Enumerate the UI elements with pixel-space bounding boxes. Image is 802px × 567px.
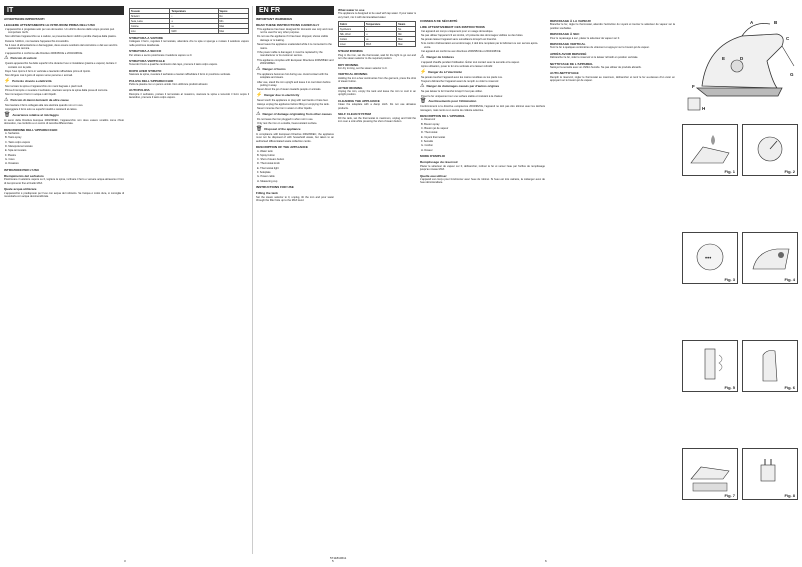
list-item: F. Soleplate bbox=[257, 171, 271, 175]
list-item: Ne pas laisser le fer branché lorsqu'il n'est pas utilisé. bbox=[421, 90, 483, 94]
recycle-bin-icon: 🗑 bbox=[256, 125, 263, 132]
it-after-text: Staccare la spina, svuotare il serbatoio e lasciar raffreddare il ferro in posizione verticale. bbox=[129, 73, 231, 77]
electric-hazard-icon: ⚡ bbox=[420, 68, 427, 75]
svg-text:•••: ••• bbox=[705, 256, 712, 262]
fr-dry-heading: REPASSAGE À SEC bbox=[550, 32, 580, 37]
table-header: Vapore bbox=[218, 9, 249, 14]
it-steam-heading: STIRATURA A VAPORE bbox=[129, 36, 164, 40]
callout-letter: D bbox=[740, 56, 744, 61]
en-fill-heading: Filling the tank bbox=[256, 191, 278, 196]
italian-column-2 bbox=[129, 6, 249, 101]
it-fire-heading: Pericolo di danni derivanti da altre cause bbox=[10, 97, 69, 102]
iron-overview-illustration bbox=[682, 6, 798, 116]
table-cell: Lino bbox=[130, 29, 170, 34]
list-item: H. Measuring cup bbox=[257, 179, 278, 183]
page-number-en: 5 bbox=[332, 559, 334, 563]
list-item: Dopo l'uso riporre il ferro in verticale e lasciarlo raffreddare prima di riporlo. bbox=[5, 70, 91, 74]
list-item: G. Cavo bbox=[5, 157, 15, 161]
fr-steam-heading: REPASSAGE À LA VAPEUR bbox=[550, 19, 591, 23]
list-item: D. Thermostat bbox=[421, 131, 438, 135]
list-item: Do not leave the iron plugged in when not in use. bbox=[257, 117, 314, 121]
table-cell: • bbox=[170, 14, 218, 19]
self-clean-icon bbox=[683, 449, 737, 499]
figure-8 bbox=[742, 448, 798, 500]
fr-self-heading: AUTO-NETTOYAGE bbox=[550, 71, 579, 76]
table-cell: Max bbox=[397, 37, 416, 42]
other-danger-warning bbox=[4, 98, 124, 103]
list-item: Poser le fer uniquement sur une surface stable et résistant à la chaleur. bbox=[421, 94, 503, 98]
fr-fire-heading: Danger de dommages causés par d'autres origines bbox=[426, 84, 500, 89]
list-item: Cet appareil est conçu uniquement pour un usage domestique. bbox=[421, 29, 494, 33]
electricity-warning bbox=[256, 93, 334, 98]
it-elec-heading: Pericolo dovuto a elettricità bbox=[12, 78, 52, 83]
en-after-text: Unplug the iron, empty the tank and leave the iron to cool in an upright position. bbox=[338, 89, 416, 97]
list-item: E. Thermostat light bbox=[257, 166, 279, 170]
burn-warning bbox=[4, 56, 124, 61]
figure-2 bbox=[742, 124, 798, 176]
list-item: L'apparecchio è progettato solo per uso domestico. Un utilizzo diverso dallo scopo previsto può comportare rischi. bbox=[5, 27, 115, 35]
figure-label: Fig. 7 bbox=[724, 493, 735, 498]
list-item: B. Tasto spray bbox=[5, 136, 22, 140]
fr-warnings-heading: CONSEILS DE SÉCURITÉ bbox=[420, 19, 458, 23]
list-item: Durante l'utilizzo, non lasciare l'apparecchio incustodito. bbox=[5, 39, 70, 43]
table-header: Temperatura bbox=[170, 9, 218, 14]
list-item: B. Spray button bbox=[257, 153, 275, 157]
list-item: F. Piastra bbox=[5, 153, 16, 157]
warning-triangle-icon: ⚠ bbox=[420, 53, 425, 60]
en-warnings-heading: IMPORTANT WARNINGS bbox=[256, 17, 293, 21]
callout-letter: G bbox=[790, 72, 794, 77]
table-row bbox=[130, 29, 249, 34]
table-row bbox=[339, 42, 416, 47]
page-number-fr: 6 bbox=[545, 559, 547, 563]
figure-label: Fig. 8 bbox=[784, 493, 795, 498]
table-cell: Synthetics bbox=[339, 27, 365, 32]
list-item: Never touch the appliance or plug with wet hands or bare feet. bbox=[257, 98, 329, 102]
it-vert-text: Tenendo il ferro a qualche centimetro dal capo, premere il tasto colpo vapore. bbox=[129, 63, 218, 67]
it-dry-text: Per stirare a secco posizionare il selettore vapore su 0. bbox=[129, 53, 193, 57]
page-divider bbox=[252, 6, 253, 554]
other-danger-warning bbox=[256, 112, 334, 117]
list-item: The appliance becomes hot during use. Avoid contact with the soleplate and steam. bbox=[257, 72, 329, 80]
fabric-table-it bbox=[129, 8, 249, 34]
list-item: C. Shot of steam button bbox=[257, 158, 285, 162]
list-item: Si le cordon d'alimentation est endommagé, il doit être remplacé par le fabricant ou son service après-vente. bbox=[421, 42, 539, 49]
table-cell: ••• bbox=[365, 37, 397, 42]
en-self-text: Fill the tank, set the thermostat to maximum, unplug and hold the iron over a sink while pressing the shot of steam button. bbox=[338, 116, 416, 124]
list-item: This appliance complies with European Directives 2006/95/EC and 2004/108/EC. bbox=[257, 58, 334, 66]
fr-after-text: Débrancher le fer, vider le réservoir et le laisser refroidir en position verticale. bbox=[550, 56, 639, 60]
figure-label: Fig. 6 bbox=[784, 385, 795, 390]
disposal-warning bbox=[4, 113, 124, 118]
list-item: Always unplug the appliance before filling or emptying the tank. bbox=[257, 103, 330, 107]
list-item: D. Manopola termostato bbox=[5, 144, 33, 148]
recycle-bin-icon: 🗑 bbox=[4, 111, 11, 118]
list-item: D. Thermostat knob bbox=[257, 162, 280, 166]
list-item: Se il cavo di alimentazione è danneggiato, deve essere sostituito dal costruttore o dal suo servizio assistenza tecnica. bbox=[5, 43, 118, 51]
table-header: Tessuto bbox=[130, 9, 170, 14]
fr-read-heading: LIRE ATTENTIVEMENT CES INSTRUCTIONS bbox=[420, 25, 485, 30]
french-column-1 bbox=[420, 17, 545, 186]
table-cell: No bbox=[218, 14, 249, 19]
list-item: Never direct the jet of steam towards people or animals. bbox=[257, 88, 322, 92]
warning-triangle-icon: ⚠ bbox=[256, 110, 261, 117]
it-desc-heading: DESCRIZIONE DELL'APPARECCHIO bbox=[4, 127, 58, 132]
fr-steam-text: Brancher le fer, régler le thermostat, attendre l'extinction du voyant et tourner le sélecteur de vapeur sur la position souhaitée. bbox=[550, 23, 675, 30]
list-item: F. Semelle bbox=[421, 139, 434, 143]
fr-water-text: L'appareil est conçu pour fonctionner avec l'eau du robinet. Si l'eau est très calcaire, la mélanger avec de l'eau déminéralisée. bbox=[420, 177, 545, 185]
figure-label: Fig. 2 bbox=[784, 169, 795, 174]
list-item: After use, stand the iron upright and leave it to cool down before putting it away. bbox=[257, 80, 331, 88]
fr-burn-heading: Danger de brûlures bbox=[426, 54, 454, 59]
burn-warning bbox=[420, 55, 545, 60]
fr-vert-text: Tenir le fer à quelques centimètres du vêtement et appuyer sur le bouton jet de vapeur. bbox=[550, 46, 650, 50]
it-clean-text: Pulire la piastra con un panno umido. Non utilizzare prodotti abrasivi. bbox=[129, 82, 209, 86]
figure-7 bbox=[682, 448, 738, 500]
list-item: Non utilizzare l'apparecchio se è caduto, se presenta danni visibili o perdite d'acqua dalla piastra. bbox=[5, 35, 117, 39]
list-item: Prima di riempire o svuotare il serbatoio, staccare sempre la spina dalla presa di corrente. bbox=[5, 89, 109, 93]
electricity-warning bbox=[420, 70, 545, 75]
fr-clean-text: Nettoyer la semelle avec un chiffon humide. Ne pas utiliser de produits abrasifs. bbox=[550, 65, 642, 69]
table-cell: Cotton bbox=[339, 37, 365, 42]
en-water-text: The appliance is designed to be used with tap water. If your water is very hard, mix it with demineralised water. bbox=[338, 12, 416, 19]
fr-after-heading: APRÈS AVOIR REPASSÉ bbox=[550, 51, 587, 56]
italian-column-1 bbox=[4, 6, 124, 200]
fr-env-text: Conformément à la directive européenne 2002/96/CE, l'appareil ne doit pas être éliminé avec les déchets ménagers, mais remis à un centre de collecte sélective. bbox=[420, 105, 545, 112]
en-read-heading: READ THESE INSTRUCTIONS CAREFULLY bbox=[256, 23, 320, 28]
table-cell: Sintetici bbox=[130, 14, 170, 19]
spray-button-icon bbox=[743, 233, 797, 283]
list-item: Ne jamais toucher l'appareil avec les mains mouillées ou les pieds nus. bbox=[421, 75, 503, 79]
it-env-heading: Avvertenze relative al riciclaggio bbox=[12, 112, 59, 117]
table-cell: Max bbox=[218, 29, 249, 34]
burn-warning bbox=[256, 67, 334, 72]
list-item: A. Water tank bbox=[257, 149, 273, 153]
list-item: E. Spia termostato bbox=[5, 149, 27, 153]
list-item: Après utilisation, poser le fer à la verticale et le laisser refroidir. bbox=[421, 65, 493, 69]
table-cell: Silk, Wool bbox=[339, 32, 365, 37]
en-fire-heading: Danger of damage originating from other causes bbox=[262, 111, 332, 116]
it-env-text: Ai sensi della Direttiva Europea 2002/96/EC, l'apparecchio non deve essere smaltito come rifiuto domestico, ma conferito a un centro di raccolta differenziata. bbox=[4, 118, 124, 126]
en-vert-heading: VERTICAL IRONING bbox=[338, 72, 368, 77]
fr-self-text: Remplir le réservoir, régler le thermostat au maximum, débrancher et tenir le fer au-dessus d'un évier en appuyant sur le bouton jet de vapeur. bbox=[550, 75, 675, 83]
language-bar-it: IT bbox=[4, 6, 124, 15]
it-fill-text: Posizionare il selettore vapore su 0, togliere la spina, inclinare il ferro e versare acqua attraverso il foro di riempimento fino al livello MAX. bbox=[4, 178, 124, 185]
table-header: Steam bbox=[397, 22, 416, 27]
callout-letter: B bbox=[774, 20, 778, 25]
en-clean-text: Clean the soleplate with a damp cloth. Do not use abrasive products. bbox=[338, 103, 416, 110]
callout-letter: A bbox=[750, 20, 754, 25]
en-after-heading: AFTER IRONING bbox=[338, 85, 363, 90]
en-env-text: In compliance with European Directive 2002/96/EC, the appliance must not be disposed of with household waste, but taken to an authorised differentiated waste collection centre. bbox=[256, 132, 334, 143]
it-read-heading: LEGGERE ATTENTAMENTE LE ISTRUZIONI PRIMA DELL'USO bbox=[4, 23, 95, 28]
callout-letter: H bbox=[702, 106, 706, 111]
table-cell: Max bbox=[397, 42, 416, 47]
it-instr-heading: ISTRUZIONI PER L'USO bbox=[4, 167, 39, 172]
en-desc-heading: DESCRIPTION OF THE APPLIANCE bbox=[256, 145, 308, 150]
list-item: C. Tasto colpo vapore bbox=[5, 140, 31, 144]
table-cell: MAX bbox=[365, 42, 397, 47]
list-item: Never immerse the iron in water or other liquids. bbox=[257, 107, 313, 111]
figure-6 bbox=[742, 340, 798, 392]
list-item: Non toccare la spina o l'apparecchio con mani bagnate o piedi nudi. bbox=[5, 84, 83, 88]
list-item: Only rest the iron on a stable, heat-resistant surface. bbox=[257, 122, 318, 126]
page-number-it: 3 bbox=[124, 559, 126, 563]
table-cell: Cotone bbox=[130, 24, 170, 29]
en-steam-heading: STEAM IRONING bbox=[338, 49, 363, 54]
figure-1 bbox=[682, 124, 738, 176]
it-fill-heading: Riempimento del serbatoio bbox=[4, 173, 44, 178]
list-item: Questo apparecchio ha delle superfici che durante l'uso si riscaldano (piastra e vapore). Evitare il contatto con la pelle. bbox=[5, 62, 117, 69]
table-cell: •• bbox=[365, 32, 397, 37]
list-item: G. Power cable bbox=[257, 175, 275, 179]
fr-env-heading: Avertissements pour l'élimination bbox=[428, 99, 477, 104]
water-fill-icon bbox=[683, 125, 737, 175]
en-self-heading: SELF CLEAN SYSTEM bbox=[338, 112, 372, 117]
french-column-2 bbox=[550, 17, 675, 84]
callout-letter: C bbox=[786, 36, 790, 41]
it-vert-heading: STIRATURA VERTICALE bbox=[129, 59, 165, 64]
it-self-text: Riempire il serbatoio, portare il termostato al massimo, staccare la spina e tenendo il ferro sopra il lavandino, premere il tasto colpo vapore. bbox=[129, 92, 249, 100]
figure-label: Fig. 5 bbox=[724, 385, 735, 390]
list-item: H. Doseur bbox=[421, 148, 433, 152]
list-item: H. Dosatore bbox=[5, 162, 19, 166]
disposal-warning bbox=[420, 99, 545, 104]
en-elec-heading: Danger due to electricity bbox=[264, 92, 300, 97]
recycle-bin-icon: 🗑 bbox=[420, 98, 427, 105]
table-cell: MAX bbox=[170, 29, 218, 34]
it-clean-heading: PULIZIA DELL'APPARECCHIO bbox=[129, 78, 174, 83]
electricity-warning bbox=[4, 79, 124, 84]
fabric-table-en bbox=[338, 21, 416, 47]
fr-elec-heading: Danger du à l'électricité bbox=[428, 69, 462, 74]
other-danger-warning bbox=[420, 84, 545, 89]
fr-desc-heading: DESCRIPTION DE L'APPAREIL bbox=[420, 114, 466, 119]
list-item: A. Réservoir bbox=[421, 118, 436, 122]
table-header: Temperature bbox=[365, 22, 397, 27]
fr-dry-text: Pour le repassage à sec, placer le sélecteur de vapeur sur 0. bbox=[550, 36, 620, 40]
callout-letter: F bbox=[692, 84, 695, 89]
figure-4 bbox=[742, 232, 798, 284]
it-self-heading: AUTOPULIZIA bbox=[129, 88, 150, 93]
electric-hazard-icon: ⚡ bbox=[4, 77, 11, 84]
figure-3 bbox=[682, 232, 738, 284]
steam-selector-icon bbox=[743, 125, 797, 175]
list-item: Non immergere il ferro in acqua o altri liquidi. bbox=[5, 93, 57, 97]
it-after-heading: DOPO AVER STIRATO bbox=[129, 68, 162, 73]
list-item: Appoggiare il ferro solo su superfici stabili e resistenti al calore. bbox=[5, 108, 78, 112]
fr-clean-heading: NETTOYAGE DE L'APPAREIL bbox=[550, 61, 593, 66]
en-fill-text: Set the steam selector to 0, unplug, tilt the iron and pour water through the filler hole up to the MAX level. bbox=[256, 195, 334, 203]
table-cell: No bbox=[397, 27, 416, 32]
fr-instr-heading: MODE D'EMPLOI bbox=[420, 154, 445, 159]
en-water-heading: What water to use bbox=[338, 8, 365, 12]
table-cell: ••• bbox=[170, 24, 218, 29]
list-item: Ne pas utiliser l'appareil s'il est tombé, s'il présente des dommages visibles ou des fuites. bbox=[421, 33, 524, 37]
en-clean-heading: CLEANING THE APPLIANCE bbox=[338, 98, 380, 103]
it-warnings-heading: AVVERTENZE IMPORTANTI bbox=[4, 17, 45, 21]
page-french bbox=[420, 6, 678, 563]
figure-5 bbox=[682, 340, 738, 392]
list-item: Ne jamais laisser l'appareil sans surveillance lorsqu'il est branché. bbox=[421, 38, 497, 42]
thermostat-dial-icon bbox=[683, 233, 737, 283]
figure-label: Fig. 3 bbox=[724, 277, 735, 282]
list-item: Toujours débrancher l'appareil avant de remplir ou vider le réservoir. bbox=[421, 79, 500, 83]
catalog-code: 5711810611 bbox=[330, 556, 347, 560]
en-dry-heading: DRY IRONING bbox=[338, 62, 359, 67]
en-steam-text: Plug in the iron, set the thermostat, wait for the light to go out and turn the steam selector to the required position. bbox=[338, 53, 416, 61]
fr-fill-text: Placer le sélecteur de vapeur sur 0, débrancher, incliner le fer et verser l'eau par l'orifice de remplissage jusqu'au niveau MAX. bbox=[420, 164, 545, 172]
vertical-steam-icon bbox=[683, 341, 737, 391]
english-column-2 bbox=[338, 6, 416, 125]
disposal-warning bbox=[256, 127, 334, 132]
warning-triangle-icon: ⚠ bbox=[420, 83, 425, 90]
list-item: Cet appareil est conforme aux directives 2006/95/CE et 2004/108/CE. bbox=[421, 50, 502, 54]
table-cell: Max bbox=[218, 24, 249, 29]
table-cell: Linen bbox=[339, 42, 365, 47]
list-item: B. Bouton spray bbox=[421, 122, 440, 126]
it-water-heading: Quale acqua utilizzare bbox=[4, 187, 37, 192]
table-cell: • bbox=[365, 27, 397, 32]
it-steam-text: Collegare il ferro, regolare il termostato, attendere che la spia si spenga e ruotare il selettore vapore nella posizione desiderata. bbox=[129, 40, 249, 47]
list-item: E. Voyant thermostat bbox=[421, 135, 446, 139]
list-item: L'appareil chauffe pendant l'utilisation. Éviter tout contact avec la semelle et la vapeur. bbox=[421, 60, 520, 64]
warning-triangle-icon: ⚠ bbox=[256, 65, 261, 72]
en-env-heading: Disposal of the appliance bbox=[264, 126, 301, 131]
table-cell: •• bbox=[170, 19, 218, 24]
language-bar-en-fr: EN FR bbox=[256, 6, 334, 15]
en-vert-text: Holding the iron a few centimetres from the garment, press the shot of steam button. bbox=[338, 76, 416, 84]
electric-hazard-icon: ⚡ bbox=[256, 91, 263, 98]
warning-triangle-icon: ⚠ bbox=[4, 96, 9, 103]
fr-vert-heading: REPASSAGE VERTICAL bbox=[550, 42, 586, 47]
en-dry-text: For dry ironing, set the steam selector to 0. bbox=[338, 66, 388, 70]
list-item: Non lasciare il ferro collegato alla rete elettrica quando non è in uso. bbox=[5, 103, 84, 107]
english-column-1 bbox=[256, 6, 334, 204]
fr-fill-heading: Remplissage du réservoir bbox=[420, 160, 458, 165]
list-item: G. Cordon bbox=[421, 144, 433, 148]
table-cell: Seta, Lana bbox=[130, 19, 170, 24]
figure-label: Fig. 1 bbox=[724, 169, 735, 174]
list-item: If the power cable is damaged, it must be replaced by the manufacturer or its customer service. bbox=[257, 50, 323, 58]
table-cell: Min bbox=[397, 32, 416, 37]
it-burn-heading: Pericolo di ustioni bbox=[10, 56, 37, 61]
figures-column bbox=[682, 6, 798, 554]
page-italian bbox=[4, 6, 250, 563]
it-dry-heading: STIRATURA A SECCO bbox=[129, 49, 162, 54]
figure-label: Fig. 4 bbox=[784, 277, 795, 282]
fr-water-heading: Quelle eau utiliser bbox=[420, 173, 447, 178]
list-item: Do not use the appliance if it has been dropped, shows visible damage or is leaking. bbox=[257, 35, 329, 42]
list-item: A. Serbatoio bbox=[5, 132, 20, 136]
list-item: This appliance has been designed for domestic use only and must not be used for any other purpose. bbox=[257, 27, 333, 35]
en-burn-heading: Danger of burns bbox=[262, 66, 286, 71]
list-item: Non dirigere mai il getto di vapore verso persone o animali. bbox=[5, 74, 73, 78]
list-item: Never leave the appliance unattended while it is connected to the mains. bbox=[257, 43, 332, 50]
unplug-icon bbox=[743, 449, 797, 499]
iron-upright-icon bbox=[743, 341, 797, 391]
table-cell: Min bbox=[218, 19, 249, 24]
it-water-text: L'apparecchio è predisposto per l'uso con acqua del rubinetto. Se l'acqua è molto dura, si consiglia di mescolarla con acqua demineralizzata. bbox=[4, 191, 124, 199]
list-item: L'apparecchio è conforme alle Direttive 2006/95/CE e 2004/108/CE. bbox=[5, 51, 83, 55]
table-header: Fabric bbox=[339, 22, 365, 27]
list-item: C. Bouton jet de vapeur bbox=[421, 127, 449, 131]
warning-triangle-icon: ⚠ bbox=[4, 55, 9, 62]
en-instr-heading: INSTRUCTIONS FOR USE bbox=[256, 185, 294, 190]
callout-letter: E bbox=[722, 56, 726, 61]
